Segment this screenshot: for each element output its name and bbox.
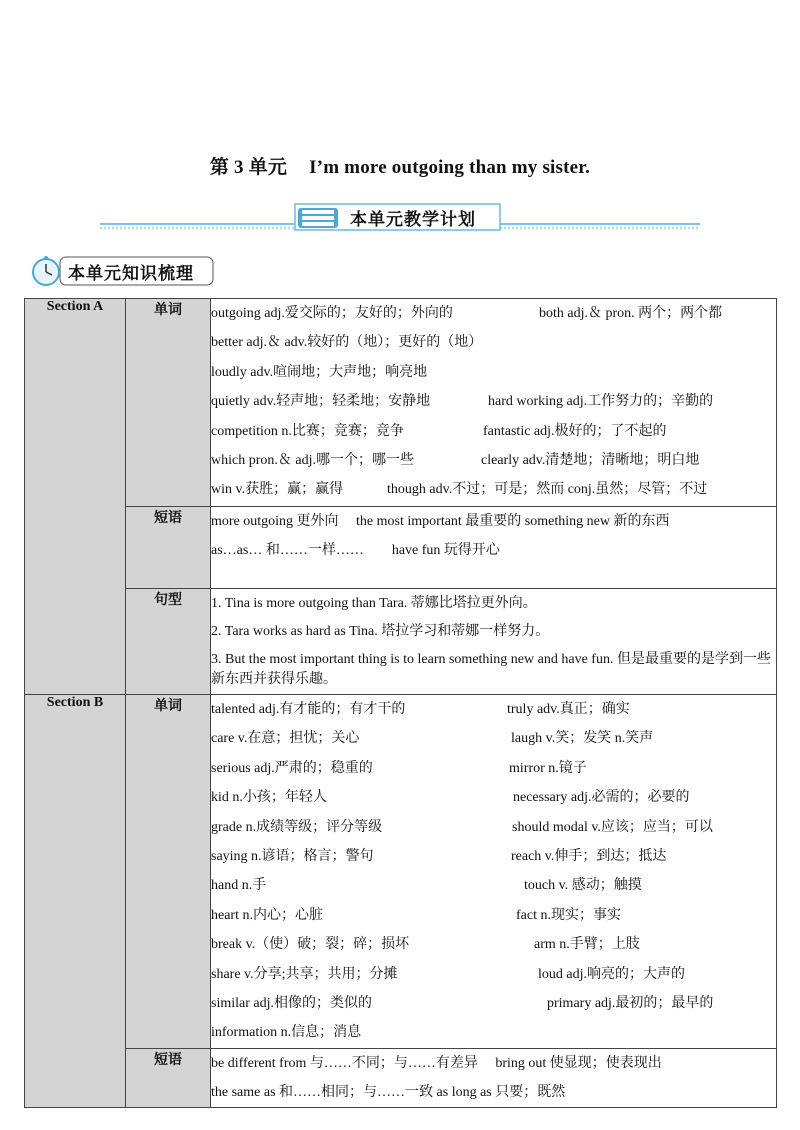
word-left: loudly adv.喧闹地；大声地；响亮地 — [211, 364, 428, 380]
word-right: hard working adj.工作努力的；辛勤的 — [488, 394, 714, 410]
word-left: better adj.＆ adv.较好的（地）；更好的（地） — [211, 335, 483, 351]
word-left: share v.分享;共享；共用；分摊 — [211, 966, 398, 982]
word-row — [211, 417, 776, 446]
section-a-sentences — [211, 589, 777, 695]
knowledge-table — [24, 298, 777, 1108]
word-row — [211, 930, 776, 959]
word-left: hand n.手 — [211, 878, 267, 894]
word-right: should modal v.应该；应当；可以 — [512, 819, 713, 835]
section-a-phrases — [211, 507, 777, 589]
section-b-label: Section B — [25, 695, 126, 1108]
word-row — [211, 695, 776, 724]
word-right: fantastic adj.极好的；了不起的 — [483, 423, 667, 439]
word-left: kid n.小孩；年轻人 — [211, 790, 327, 806]
section-b-words-label: 单词 — [126, 695, 211, 1049]
sentence-item: 3. But the most important thing is to learn something new and have fun. 但是最重要的是学到一些新东西并获得乐趣。 — [211, 652, 771, 687]
word-row — [211, 783, 776, 812]
section-a-words — [211, 299, 777, 507]
banner-title: 本单元教学计划 — [350, 210, 476, 230]
section-a-label: Section A — [25, 299, 126, 695]
word-row — [211, 358, 776, 387]
word-left: talented adj.有才能的；有才干的 — [211, 702, 406, 717]
word-left: saying n.谚语；格言；警句 — [211, 848, 374, 864]
badge-title: 本单元知识梳理 — [68, 264, 194, 284]
sentence-item: 1. Tina is more outgoing than Tara. 蒂娜比塔拉更外向。 — [211, 596, 537, 611]
phrase-line: more outgoing 更外向 the most important 最重要的 something new 新的东西 — [211, 514, 670, 529]
word-left: care v.在意；担忧；关心 — [211, 731, 360, 747]
word-left: information n.信息；消息 — [211, 1025, 362, 1041]
word-left: grade n.成绩等级；评分等级 — [211, 819, 383, 835]
section-b-phrases-label: 短语 — [126, 1048, 211, 1108]
knowledge-badge — [30, 255, 215, 287]
word-right: touch v. 感动；触摸 — [524, 878, 642, 894]
word-right: truly adv.真正；确实 — [507, 702, 630, 717]
word-row — [211, 1018, 776, 1047]
unit-english-title: I’m more outgoing than my sister. — [309, 157, 591, 178]
word-row — [211, 299, 776, 328]
unit-title — [0, 152, 800, 179]
word-left: serious adj.严肃的；稳重的 — [211, 760, 373, 776]
sentence-item: 2. Tara works as hard as Tina. 塔拉学习和蒂娜一样努力。 — [211, 624, 550, 639]
word-right: both adj.＆ pron. 两个；两个都 — [539, 306, 723, 321]
word-right: fact n.现实；事实 — [516, 907, 621, 923]
phrase-line: be different from 与……不同；与……有差异 bring out 使显现；使表现出 — [211, 1055, 662, 1071]
word-right: mirror n.镜子 — [509, 760, 587, 776]
word-row — [211, 475, 776, 504]
word-row — [211, 724, 776, 753]
word-right: reach v.伸手；到达；抵达 — [511, 848, 667, 864]
word-row — [211, 960, 776, 989]
word-row — [211, 328, 776, 357]
word-row — [211, 871, 776, 900]
word-left: which pron.＆ adj.哪一个；哪一些 — [211, 452, 414, 468]
section-a-phrases-label: 短语 — [126, 507, 211, 589]
word-right: primary adj.最初的；最早的 — [547, 995, 714, 1011]
phrase-line: as…as… 和……一样…… have fun 玩得开心 — [211, 543, 500, 559]
word-row — [211, 989, 776, 1018]
word-right: loud adj.响亮的；大声的 — [538, 966, 685, 982]
word-row — [211, 446, 776, 475]
word-right: clearly adv.清楚地；清晰地；明白地 — [481, 452, 700, 468]
word-row — [211, 387, 776, 416]
word-row — [211, 754, 776, 783]
section-a-sentences-label: 句型 — [126, 589, 211, 695]
word-left: break v.（使）破；裂；碎；损坏 — [211, 937, 410, 953]
word-row — [211, 901, 776, 930]
word-row — [211, 842, 776, 871]
word-left: heart n.内心；心脏 — [211, 907, 323, 923]
word-left: outgoing adj.爱交际的；友好的；外向的 — [211, 306, 453, 321]
phrase-line: the same as 和……相同；与……一致 as long as 只要；既然 — [211, 1085, 566, 1101]
word-left: competition n.比赛；竞赛；竞争 — [211, 423, 404, 439]
word-left: quietly adv.轻声地；轻柔地；安静地 — [211, 394, 431, 410]
section-a-words-label: 单词 — [126, 299, 211, 507]
word-left: similar adj.相像的；类似的 — [211, 995, 372, 1011]
section-b-phrases — [211, 1048, 777, 1108]
word-right: laugh v.笑；发笑 n.笑声 — [511, 731, 654, 747]
word-right: though adv.不过；可是；然而 conj.虽然；尽管；不过 — [387, 482, 708, 498]
section-b-words — [211, 695, 777, 1049]
word-right: necessary adj.必需的；必要的 — [513, 790, 690, 806]
word-right: arm n.手臂；上肢 — [534, 937, 640, 953]
word-left: win v.获胜；赢；赢得 — [211, 482, 344, 498]
word-row — [211, 813, 776, 842]
unit-number: 第 3 单元 — [209, 157, 288, 178]
teaching-plan-banner — [100, 200, 700, 234]
